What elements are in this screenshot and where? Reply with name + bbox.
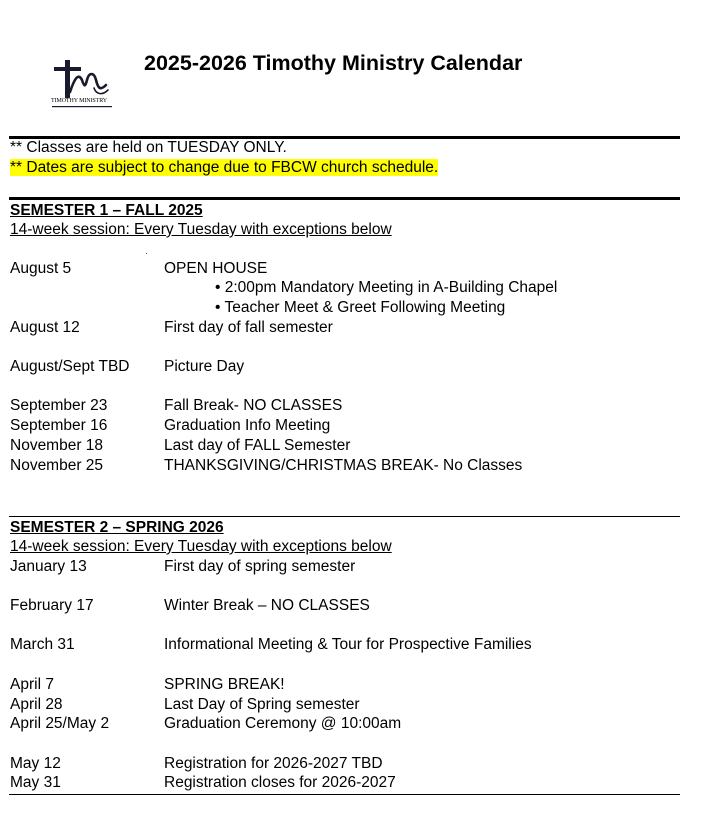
- event-desc: SPRING BREAK!: [164, 676, 285, 693]
- event-desc: Picture Day: [164, 358, 245, 375]
- event-desc: Winter Break – NO CLASSES: [164, 597, 370, 614]
- event-row: [10, 754, 703, 774]
- note-classes-tuesday: ** Classes are held on TUESDAY ONLY.: [10, 139, 287, 156]
- open-house-bullet: • Teacher Meet & Greet Following Meeting: [215, 299, 506, 316]
- event-date: January 13: [10, 558, 87, 575]
- event-date: April 28: [10, 696, 63, 713]
- event-date: August 5: [10, 260, 72, 277]
- event-desc: Fall Break- NO CLASSES: [164, 397, 343, 414]
- event-desc: THANKSGIVING/CHRISTMAS BREAK- No Classes: [164, 457, 523, 474]
- semester1-heading: SEMESTER 1 – FALL 2025: [10, 202, 203, 219]
- event-desc: Informational Meeting & Tour for Prospective Families: [164, 636, 532, 653]
- event-desc: Registration closes for 2026-2027: [164, 774, 396, 791]
- event-row: [10, 557, 703, 577]
- event-row: [10, 456, 703, 476]
- event-row: [10, 675, 703, 695]
- event-date: May 31: [10, 774, 61, 791]
- event-row: [10, 596, 703, 616]
- event-date: September 23: [10, 397, 108, 414]
- event-date: February 17: [10, 597, 94, 614]
- stray-dot: [146, 253, 147, 254]
- event-desc: Graduation Ceremony @ 10:00am: [164, 715, 402, 732]
- event-desc: Graduation Info Meeting: [164, 417, 331, 434]
- note-dates-subject-to-change: [10, 159, 438, 177]
- page-title: 2025-2026 Timothy Ministry Calendar: [144, 51, 523, 75]
- event-desc: First day of spring semester: [164, 558, 356, 575]
- event-date: November 25: [10, 457, 104, 474]
- event-row: [10, 318, 703, 338]
- event-row: [10, 259, 703, 279]
- event-desc: First day of fall semester: [164, 319, 333, 336]
- event-desc: Last day of FALL Semester: [164, 437, 351, 454]
- event-date: May 12: [10, 755, 61, 772]
- semester2-subheading: 14-week session: Every Tuesday with exceptions below: [10, 538, 392, 555]
- event-date: September 16: [10, 417, 108, 434]
- highlighted-note: ** Dates are subject to change due to FBCW church schedule.: [10, 159, 439, 176]
- logo-caption: TIMOTHY MINISTRY: [51, 98, 108, 104]
- event-date: November 18: [10, 437, 104, 454]
- event-date: August/Sept TBD: [10, 358, 130, 375]
- event-date: April 7: [10, 676, 54, 693]
- event-row: [10, 396, 703, 416]
- event-date: March 31: [10, 636, 75, 653]
- divider: [9, 516, 680, 517]
- event-desc: OPEN HOUSE: [164, 260, 268, 277]
- event-row: [10, 695, 703, 715]
- event-row: [10, 416, 703, 436]
- open-house-bullet: • 2:00pm Mandatory Meeting in A-Building Chapel: [215, 279, 558, 296]
- event-desc: Registration for 2026-2027 TBD: [164, 755, 383, 772]
- semester1-subheading: 14-week session: Every Tuesday with exceptions below: [10, 221, 392, 238]
- event-row: [10, 436, 703, 456]
- event-row: [10, 357, 703, 377]
- event-desc: Last Day of Spring semester: [164, 696, 360, 713]
- semester2-heading: SEMESTER 2 – SPRING 2026: [10, 519, 224, 536]
- event-date: August 12: [10, 319, 80, 336]
- divider: [9, 197, 680, 200]
- event-row: [10, 773, 703, 793]
- event-date: April 25/May 2: [10, 715, 110, 732]
- event-row: [10, 635, 703, 655]
- divider: [9, 794, 680, 795]
- event-row: [10, 714, 703, 734]
